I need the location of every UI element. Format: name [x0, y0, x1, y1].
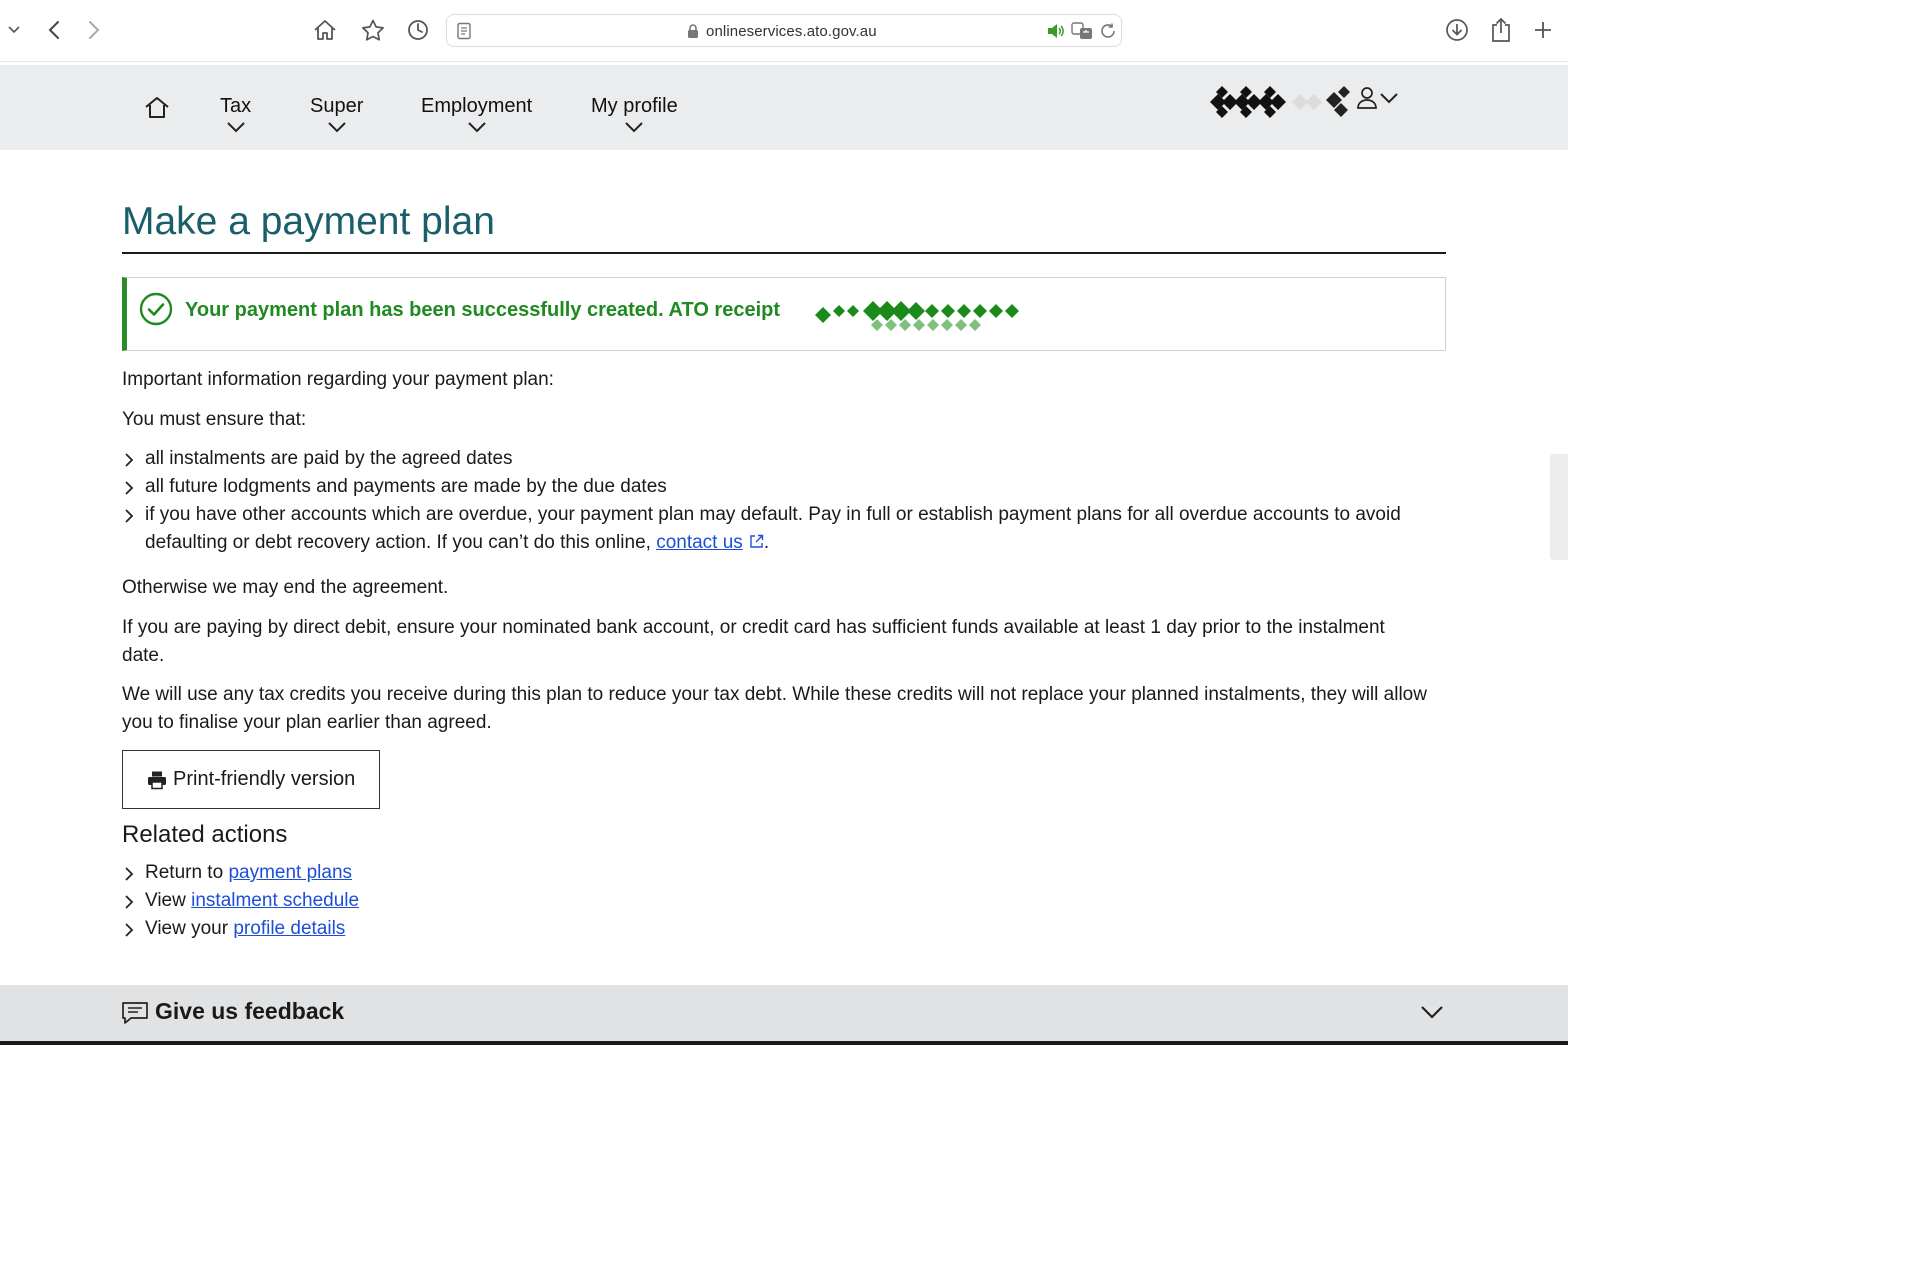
page-info-icon[interactable]: [455, 22, 473, 40]
print-friendly-label: Print-friendly version: [173, 768, 356, 790]
list-item-text: if you have other accounts which are overdue, your payment plan may default. Pay in full or establish payment plans for all overdue accounts to avoid defaulting or debt recovery action. If you can’t do this online,: [145, 504, 1401, 553]
downloads-icon[interactable]: [1441, 14, 1473, 46]
nav-employment-label: Employment: [421, 95, 533, 117]
scrollbar-thumb[interactable]: [1550, 454, 1568, 560]
nav-super-label: Super: [310, 95, 364, 117]
list-item: [122, 445, 1446, 473]
list-item: [122, 887, 1446, 915]
related-prefix: Return to: [145, 862, 229, 883]
profile-details-link[interactable]: profile details: [233, 918, 346, 939]
chevron-down-icon: [227, 122, 245, 133]
success-message: Your payment plan has been successfully created. ATO receipt: [185, 299, 781, 321]
nav-home-icon[interactable]: [144, 95, 170, 121]
lock-icon: [687, 24, 699, 38]
browser-toolbar: [0, 0, 1568, 62]
chevron-right-icon: [124, 867, 134, 881]
related-prefix: View: [145, 890, 192, 911]
receipt-number-redacted: [815, 295, 1025, 335]
nav-super[interactable]: [310, 95, 363, 133]
nav-my-profile[interactable]: [591, 95, 678, 133]
otherwise-text: Otherwise we may end the agreement.: [122, 577, 449, 598]
list-item: [122, 915, 1446, 943]
related-actions-heading: Related actions: [122, 821, 288, 848]
tax-credits-text: We will use any tax credits you receive during this plan to reduce your tax debt. While these credits will not replace your planned instalments, they will allow you to finalise your plan earlier than agreed.: [122, 684, 1427, 733]
chevron-down-icon[interactable]: [1420, 1005, 1444, 1019]
contact-us-link[interactable]: contact us: [656, 532, 743, 553]
account-name-redacted[interactable]: [1208, 82, 1358, 122]
chevron-right-icon: [124, 509, 134, 523]
feedback-bar[interactable]: [0, 985, 1568, 1041]
list-item-text: all future lodgments and payments are made by the due dates: [145, 476, 667, 497]
new-tab-icon[interactable]: [1527, 14, 1559, 46]
direct-debit-text: If you are paying by direct debit, ensure your nominated bank account, or credit card has sufficient funds available at least 1 day prior to the instalment date.: [122, 617, 1385, 666]
ensure-heading: You must ensure that:: [122, 409, 307, 430]
chevron-right-icon: [124, 895, 134, 909]
feedback-label: Give us feedback: [155, 998, 345, 1024]
printer-icon: [147, 770, 167, 790]
chevron-down-icon: [625, 122, 643, 133]
list-item: [122, 859, 1446, 887]
chevron-right-icon: [124, 453, 134, 467]
reload-icon[interactable]: [1099, 22, 1117, 40]
url-text: onlineservices.ato.gov.au: [706, 23, 877, 40]
chevron-right-icon: [124, 481, 134, 495]
ensure-list: [122, 445, 1446, 557]
external-link-icon: [749, 534, 764, 549]
chevron-down-icon: [468, 122, 486, 133]
bottom-edge: [0, 1041, 1568, 1045]
history-icon[interactable]: [402, 14, 434, 46]
chevron-right-icon: [124, 923, 134, 937]
chevron-down-icon: [328, 122, 346, 133]
title-divider: [122, 252, 1446, 254]
home-icon[interactable]: [309, 14, 341, 46]
feedback-comment-icon: [121, 1001, 149, 1025]
back-icon[interactable]: [38, 14, 70, 46]
speaker-icon[interactable]: [1047, 23, 1065, 39]
address-bar[interactable]: [446, 14, 1122, 47]
forward-icon[interactable]: [78, 14, 110, 46]
related-prefix: View your: [145, 918, 234, 939]
success-alert: [122, 277, 1446, 351]
related-actions-list: [122, 859, 1446, 943]
account-chevron-down-icon[interactable]: [1380, 93, 1398, 104]
payment-plans-link[interactable]: payment plans: [228, 862, 353, 883]
page-title: Make a payment plan: [122, 200, 495, 243]
success-check-icon: [139, 292, 173, 326]
bookmark-star-icon[interactable]: [357, 14, 389, 46]
nav-tax-label: Tax: [220, 95, 252, 117]
list-item: [122, 473, 1446, 501]
nav-my-profile-label: My profile: [591, 95, 678, 117]
user-account-icon[interactable]: [1356, 86, 1378, 110]
intro-text: Important information regarding your payment plan:: [122, 369, 554, 390]
print-friendly-button[interactable]: [122, 750, 380, 809]
share-icon[interactable]: [1485, 14, 1517, 46]
list-item: [122, 501, 1446, 557]
nav-tax[interactable]: [220, 95, 251, 133]
list-item-text: all instalments are paid by the agreed dates: [145, 448, 513, 469]
translate-icon[interactable]: [1071, 22, 1093, 40]
list-item-suffix: .: [763, 532, 770, 553]
nav-employment[interactable]: [421, 95, 532, 133]
tab-overview-chevron-icon[interactable]: [0, 14, 28, 46]
instalment-schedule-link[interactable]: instalment schedule: [191, 890, 360, 911]
